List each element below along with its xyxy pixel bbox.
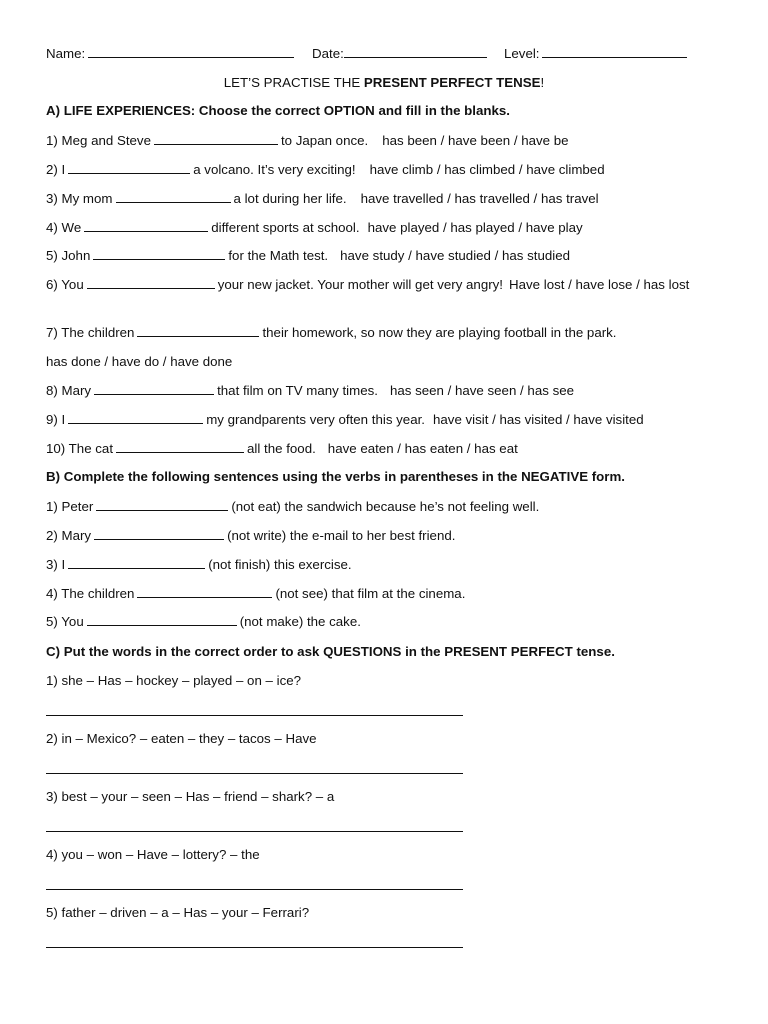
date-blank[interactable] bbox=[344, 45, 487, 58]
options-text: has seen / have seen / has see bbox=[389, 383, 575, 398]
options-text: have study / have studied / has studied bbox=[340, 248, 571, 263]
exercise-a-10: 10) The cat all the food. have eaten / has eaten / has eat bbox=[46, 441, 518, 456]
answer-blank[interactable] bbox=[137, 585, 272, 598]
answer-blank[interactable] bbox=[96, 498, 228, 511]
answer-blank[interactable] bbox=[93, 247, 225, 260]
exercise-a-9: 9) I my grandparents very often this year. have visit / has visited / have visited bbox=[46, 412, 644, 427]
answer-blank[interactable] bbox=[87, 276, 215, 289]
exercise-a-6: 6) You your new jacket. Your mother will get very angry! Have lost / have lose / has lost bbox=[46, 277, 690, 292]
exercise-a-1: 1) Meg and Steve to Japan once. has been / have been / have be bbox=[46, 133, 569, 148]
exercise-c-3: 3) best – your – seen – Has – friend – shark? – a bbox=[46, 789, 335, 804]
level-blank[interactable] bbox=[542, 45, 687, 58]
options-text: have played / has played / have play bbox=[367, 220, 583, 235]
section-b-heading: B) Complete the following sentences using the verbs in parentheses in the NEGATIVE form. bbox=[46, 469, 625, 484]
exercise-a-2: 2) I a volcano. It’s very exciting! have climb / has climbed / have climbed bbox=[46, 162, 605, 177]
exercise-a-7-options: has done / have do / have done bbox=[46, 354, 233, 369]
exercise-b-1: 1) Peter (not eat) the sandwich because he’s not feeling well. bbox=[46, 499, 540, 514]
level-label: Level: bbox=[504, 46, 540, 61]
options-text: have travelled / has travelled / has travel bbox=[360, 191, 599, 206]
date-label: Date: bbox=[312, 46, 344, 61]
level-field bbox=[504, 45, 690, 61]
exercise-a-8: 8) Mary that film on TV many times. has seen / have seen / has see bbox=[46, 383, 575, 398]
exercise-a-5: 5) John for the Math test. have study / have studied / has studied bbox=[46, 248, 571, 263]
exercise-c-5: 5) father – driven – a – Has – your – Ferrari? bbox=[46, 905, 310, 920]
name-label: Name: bbox=[46, 46, 86, 61]
name-blank[interactable] bbox=[88, 45, 294, 58]
exercise-c-4: 4) you – won – Have – lottery? – the bbox=[46, 847, 260, 862]
answer-blank[interactable] bbox=[116, 190, 231, 203]
exercise-b-2: 2) Mary (not write) the e-mail to her best friend. bbox=[46, 528, 456, 543]
answer-blank[interactable] bbox=[68, 556, 205, 569]
options-text: Have lost / have lose / has lost bbox=[509, 277, 690, 292]
exercise-c-2: 2) in – Mexico? – eaten – they – tacos – Have bbox=[46, 731, 317, 746]
exercise-b-3: 3) I (not finish) this exercise. bbox=[46, 557, 352, 572]
answer-blank[interactable] bbox=[154, 132, 278, 145]
answer-blank[interactable] bbox=[84, 219, 208, 232]
answer-line[interactable] bbox=[46, 947, 463, 948]
exercise-b-4: 4) The children (not see) that film at the cinema. bbox=[46, 586, 466, 601]
answer-line[interactable] bbox=[46, 889, 463, 890]
options-text: have climb / has climbed / have climbed bbox=[369, 162, 605, 177]
section-a-heading: A) LIFE EXPERIENCES: Choose the correct OPTION and fill in the blanks. bbox=[46, 103, 510, 118]
options-text: has been / have been / have be bbox=[382, 133, 569, 148]
date-field bbox=[312, 45, 490, 61]
name-field bbox=[46, 45, 297, 61]
answer-line[interactable] bbox=[46, 831, 463, 832]
answer-blank[interactable] bbox=[116, 440, 244, 453]
answer-blank[interactable] bbox=[94, 382, 214, 395]
exercise-b-5: 5) You (not make) the cake. bbox=[46, 614, 361, 629]
answer-blank[interactable] bbox=[87, 613, 237, 626]
exercise-a-3: 3) My mom a lot during her life. have travelled / has travelled / has travel bbox=[46, 191, 599, 206]
answer-blank[interactable] bbox=[68, 161, 190, 174]
section-c-heading: C) Put the words in the correct order to ask QUESTIONS in the PRESENT PERFECT tense. bbox=[46, 644, 615, 659]
options-text: have visit / has visited / have visited bbox=[433, 412, 644, 427]
exercise-a-4: 4) We different sports at school. have played / has played / have play bbox=[46, 220, 583, 235]
answer-line[interactable] bbox=[46, 715, 463, 716]
answer-blank[interactable] bbox=[68, 411, 203, 424]
answer-line[interactable] bbox=[46, 773, 463, 774]
options-text: have eaten / has eaten / has eat bbox=[327, 441, 518, 456]
answer-blank[interactable] bbox=[137, 324, 259, 337]
exercise-c-1: 1) she – Has – hockey – played – on – ice? bbox=[46, 673, 302, 688]
exercise-a-7: 7) The children their homework, so now they are playing football in the park. bbox=[46, 325, 617, 340]
page-title: LET’S PRACTISE THE PRESENT PERFECT TENSE! bbox=[223, 75, 545, 90]
answer-blank[interactable] bbox=[94, 527, 224, 540]
